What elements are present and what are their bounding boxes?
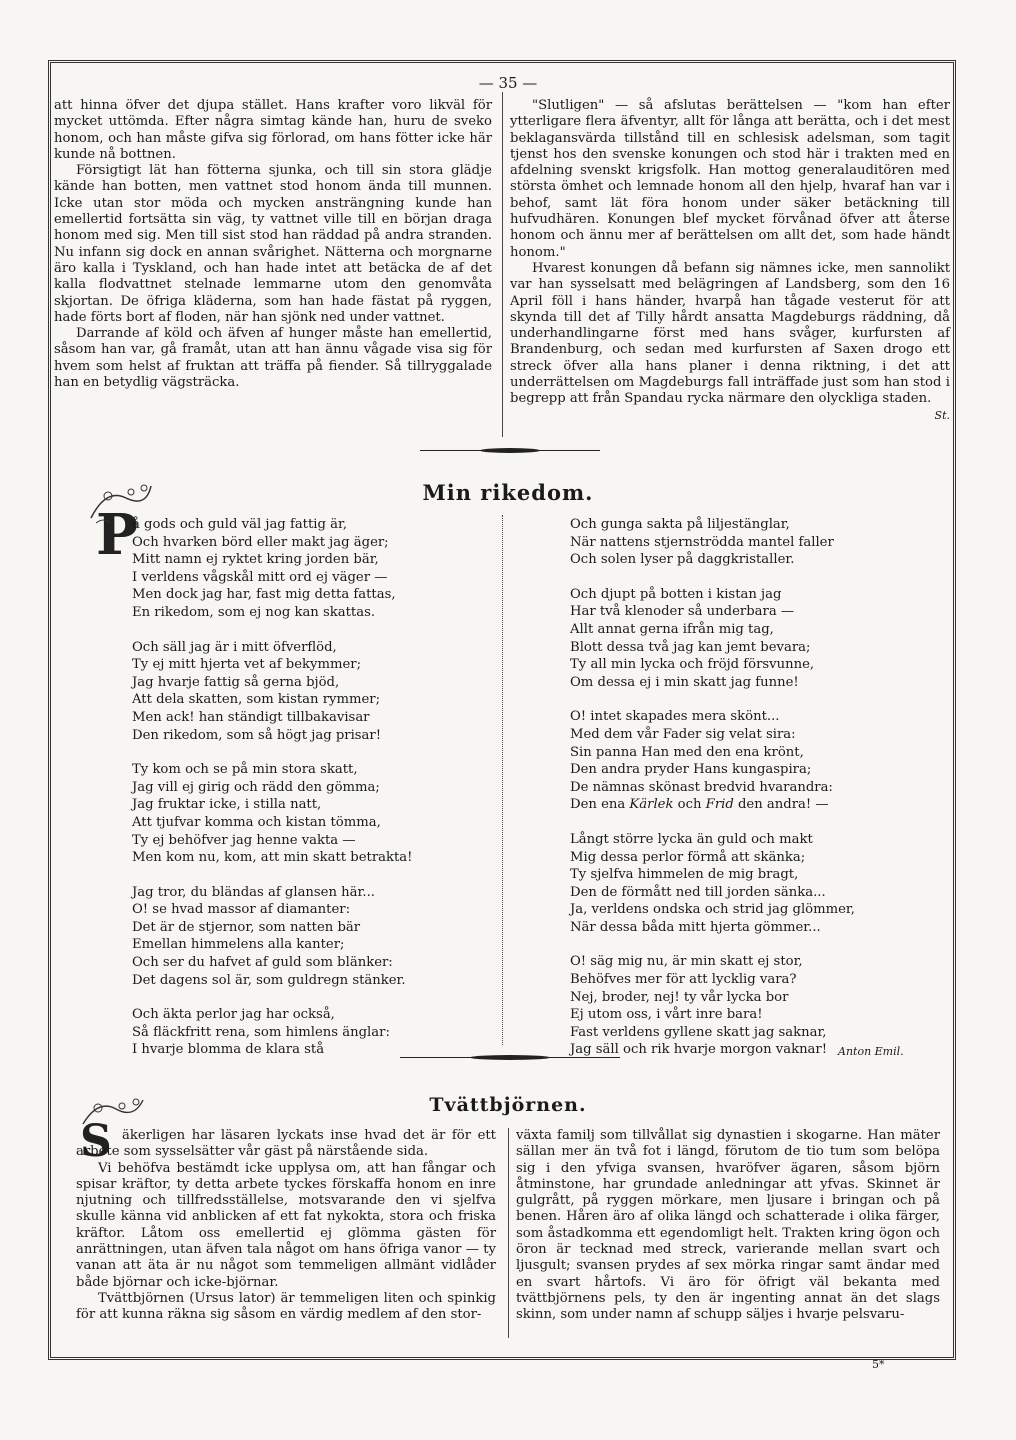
column-divider — [502, 515, 503, 1045]
poem-line: Och djupt på botten i kistan jag — [570, 586, 782, 602]
poem-title: Min rikedom. — [422, 480, 594, 505]
poem-line: Har två klenoder så underbara — — [570, 604, 795, 620]
poem-line: O! se hvad massor af diamanter: — [132, 902, 351, 918]
poem-line: Ty sjelfva himmelen de mig bragt, — [570, 867, 799, 883]
ornament-divider — [400, 1052, 620, 1064]
poem-line: O! intet skapades mera skönt... — [570, 709, 780, 725]
top-left-paragraph: Försigtigt lät han fötterna sjunka, och till sin stora glädje kände han botten, men vattnet stod honom ända till munnen. Icke utan stor möda och mycken ansträngning kunde han emellertid fortsätta sin väg, ty vattnet ville till en början draga honom med sig. Men till sist stod han räddad på andra stranden. Nu infann sig dock en annan svårighet. Nätterna och morgnarne äro kalla i Tyskland, och han hade intet att betäcka de af det kalla flodvattnet stelnade lemmarne utom den genomvåta skjortan. De öfriga kläderna, som han hade fästat på ryggen, hade förts bort af floden, när han sjönk ned under vattnet. — [54, 163, 492, 325]
poem-line: De nämnas skönast bredvid hvarandra: — [570, 779, 833, 795]
page-number: — 35 — — [478, 74, 538, 92]
poem-line: Fast verldens gyllene skatt jag saknar, — [570, 1024, 827, 1040]
poem-text: den andra! — — [733, 797, 829, 813]
top-right-paragraph: Hvarest konungen då befann sig nämnes icke, men sannolikt var han sysselsatt med belägringen af Landsberg, som den 16 April föll i hans händer, hvarpå han tågade vesterut för att skynda till det af Tilly hårdt ansatta Magdeburgs räddning, då underhandlingarne först med hans svåger, kurfursten af Brandenburg, och sedan med kurfursten af Saxen drogo ett streck öfver alla hans planer i denna riktning, i det att underrättelsen om Magdeburgs fall inträffade just som han stod i begrepp att från Spandau rycka närmare den olyckliga staden. — [510, 260, 950, 407]
poem-line: Jag vill ej girig och rädd den gömma; — [132, 779, 380, 795]
poem-line — [570, 796, 940, 814]
poem-dropcap: P — [96, 502, 139, 568]
poem-line: Jag fruktar icke, i stilla natt, — [132, 797, 322, 813]
poem-line: Blott dessa två jag kan jemt bevara; — [570, 639, 811, 655]
article-left-column — [76, 1128, 496, 1324]
poem-line: Att dela skatten, som kistan rymmer; — [132, 692, 381, 708]
poem-line: Ty ej mitt hjerta vet af bekymmer; — [132, 657, 362, 673]
stanza — [570, 516, 940, 569]
poem-line: Men ack! han ständigt tillbakavisar — [132, 709, 370, 725]
stanza — [132, 639, 492, 745]
poem-line: Allt annat gerna ifrån mig tag, — [570, 621, 774, 637]
poem-line: Och ser du hafvet af guld som blänker: — [132, 955, 393, 971]
stanza — [132, 761, 492, 867]
poem-line: När dessa båda mitt hjerta gömmer... — [570, 919, 821, 935]
poem-line: O! säg mig nu, är min skatt ej stor, — [570, 954, 803, 970]
poem-line: När nattens stjernströdda mantel faller — [570, 534, 834, 550]
poem-line: Det dagens sol är, som guldregn stänker. — [132, 972, 406, 988]
poem-emphasis: Frid — [705, 797, 734, 813]
article-paragraph: Vi behöfva bestämdt icke upplysa om, att han fångar och spisar kräftor, ty detta arbete tyckes förskaffa honom en inre njutning och tillfredsställelse, motsvarande den vi sjelfva skulle känna vid anblicken af ett fat nykokta, stora och friska kräftor. Låtom oss emellertid ej glömma gästen för anrättningen, utan äfven tala något om hans öfriga vanor — ty vanan att äta är nu något som temmeligen allmänt vidlåder både björnar och icke-björnar. — [76, 1160, 496, 1290]
poem-right-column — [570, 516, 940, 1076]
poem-line: Så fläckfritt rena, som himlens änglar: — [132, 1024, 390, 1040]
poem-line: Den andra pryder Hans kungaspira; — [570, 762, 812, 778]
poem-line: Det är de stjernor, som natten bär — [132, 919, 361, 935]
poem-line: Ty all min lycka och fröjd försvunne, — [570, 657, 815, 673]
poem-line: Mitt namn ej ryktet kring jorden bär, — [132, 552, 379, 568]
poem-emphasis: Kärlek — [629, 797, 674, 813]
top-left-column — [54, 98, 492, 391]
article-paragraph: Tvättbjörnen (Ursus lator) är temmeligen liten och spinkig för att kunna räkna sig såsom en värdig medlem af den stor- — [76, 1290, 496, 1323]
poem-author: Anton Emil. — [838, 1045, 904, 1058]
top-right-signature: St. — [934, 408, 950, 422]
top-left-paragraph: Darrande af köld och äfven af hunger måste han emellertid, såsom han var, gå framåt, utan att han ännu vågade visa sig för hvem som helst af fruktan att träffa på fiender. Så tillryggalade han en betydlig vägsträcka. — [54, 326, 492, 391]
poem-line: Långt större lycka än guld och makt — [570, 831, 813, 847]
stanza — [570, 953, 940, 1059]
poem-line: Mig dessa perlor förmå att skänka; — [570, 849, 806, 865]
poem-line: Sin panna Han med den ena krönt, — [570, 744, 804, 760]
article-paragraph: växta familj som tillvållat sig dynastien i skogarne. Han mäter sällan mer än två fot i längd, förutom de tio tum som belöpa sig i den yfviga svansen, hvaröfver ägaren, såsom björn åtminstone, har grundade anledningar att yfvas. Skinnet är gulgrått, på ryggen mörkare, men ljusare i bringan och på benen. Håren äro af olika längd och schatterade i olika färger, som åstadkomma ett egendomligt helt. Trakten kring ögon och öron är tecknad med streck, varierande mellan svart och ljusgult; svansen prydes af sex mörka ringar samt ändar med en svart hårtofs. Vi äro för öfrigt väl bekanta med tvättbjörnens pels, ty den är ingenting annat än det slags skinn, som under namn af schupp säljes i hvarje pelsvaru- — [516, 1128, 940, 1323]
poem-line: I hvarje blomma de klara stå — [132, 1042, 325, 1058]
poem-line: Men kom nu, kom, att min skatt betrakta! — [132, 850, 413, 866]
stanza — [132, 516, 492, 622]
poem-line: Behöfves mer för att lycklig vara? — [570, 972, 797, 988]
poem-line: En rikedom, som ej nog kan skattas. — [132, 604, 376, 620]
stanza — [570, 831, 940, 937]
poem-line: Den rikedom, som så högt jag prisar! — [132, 727, 382, 743]
poem-left-column — [132, 516, 492, 1076]
stanza — [570, 708, 940, 814]
top-right-paragraph: "Slutligen" — så afslutas berättelsen — "kom han efter ytterligare flera äfventyr, allt för långa att berätta, och i det mest beklagansvärda tillstånd till en schlesisk adelsman, som tagit tjenst hos den svenske konungen och stod här i trakten med en afdelning svenskt krigsfolk. Han mottog generalauditören med största ömhet och lemnade honom all den hjelp, hvaraf han var i behof, samt lät föra honom under säker betäckning till hufvudhären. Konungen blef mycket förvånad öfver att återse honom och ännu mer af berättelsen om allt det, som hade händt honom." — [510, 98, 950, 260]
column-divider — [502, 92, 503, 437]
top-right-column — [510, 98, 950, 424]
poem-line: Och gunga sakta på liljestänglar, — [570, 517, 790, 532]
poem-line: Emellan himmelens alla kanter; — [132, 937, 345, 953]
poem-line: Men dock jag har, fast mig detta fattas, — [132, 587, 396, 603]
poem-line: Och solen lyser på daggkristaller. — [570, 552, 795, 568]
poem-line: Och äkta perlor jag har också, — [132, 1007, 335, 1023]
poem-line: Och hvarken börd eller makt jag äger; — [132, 534, 389, 550]
stanza — [570, 586, 940, 692]
poem-line: Ty kom och se på min stora skatt, — [132, 762, 358, 778]
poem-line: Jag tror, du bländas af glansen här... — [132, 884, 375, 900]
poem-line: Jag säll och rik hvarje morgon vaknar! — [570, 1042, 828, 1058]
signature-mark: 5* — [872, 1358, 885, 1371]
column-divider — [508, 1128, 509, 1338]
poem-line: Ej utom oss, i vårt inre bara! — [570, 1007, 763, 1023]
poem-line: I verldens vågskål mitt ord ej väger — — [132, 569, 388, 585]
article-dropcap: S — [80, 1116, 112, 1167]
article-paragraph: äkerligen har läsaren lyckats inse hvad det är för ett arbete som sysselsätter vår gäst på närstående sida. — [76, 1128, 496, 1160]
poem-line: Ty ej behöfver jag henne vakta — — [132, 832, 356, 848]
stanza — [132, 884, 492, 990]
poem-line: Jag hvarje fattig så gerna bjöd, — [132, 674, 340, 690]
poem-line: Nej, broder, nej! ty vår lycka bor — [570, 989, 789, 1005]
poem-line: Och säll jag är i mitt öfverflöd, — [132, 639, 337, 655]
ornament-divider — [420, 445, 600, 457]
poem-line: Att tjufvar komma och kistan tömma, — [132, 814, 381, 830]
poem-line: Ja, verldens ondska och strid jag glömmer, — [570, 902, 855, 918]
poem-line: Om dessa ej i min skatt jag funne! — [570, 674, 799, 690]
poem-line: Den de förmått ned till jorden sänka... — [570, 884, 826, 900]
article-right-column — [516, 1128, 940, 1324]
poem-text: och — [673, 797, 706, 813]
poem-line: å gods och guld väl jag fattig är, — [132, 517, 348, 532]
article-title: Tvättbjörnen. — [429, 1094, 587, 1116]
poem-text: Den ena — [570, 797, 630, 813]
poem-line: Med dem vår Fader sig velat sira: — [570, 726, 796, 742]
top-left-paragraph: att hinna öfver det djupa stället. Hans krafter voro likväl för mycket uttömda. Efter några simtag kände han, huru de sveko honom, och han måste gifva sig förlorad, om hans fötter icke här kunde nå bottnen. — [54, 98, 492, 162]
